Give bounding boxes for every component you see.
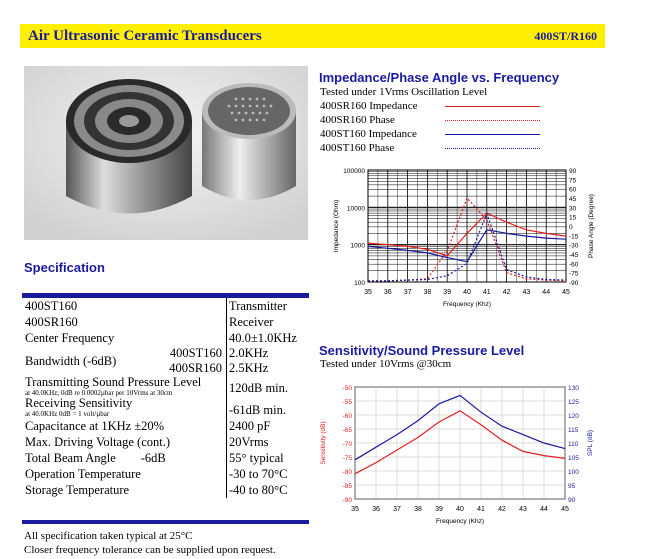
bandwidth-model-st: 400ST160 — [169, 346, 222, 360]
y2-tick-label: 45 — [569, 196, 577, 203]
table-row — [22, 397, 309, 418]
spec-label-text: Receiving Sensitivity — [25, 396, 133, 410]
y-tick-label: -85 — [342, 483, 352, 490]
legend-swatch — [445, 148, 540, 149]
spec-value: 2400 pF — [229, 419, 271, 433]
y-tick-label: -90 — [342, 497, 352, 504]
x-tick-label: 41 — [482, 289, 491, 296]
legend-swatch — [445, 134, 540, 135]
spec-value: -30 to 70°C — [229, 467, 288, 481]
y2-tick-label: 105 — [568, 455, 579, 462]
spec-footnote: at 40.0KHz; 0dB re 0.0002µbar per 10Vrms at 30cm — [25, 389, 173, 397]
spec-value: Receiver — [229, 315, 274, 329]
spec-label-text: Transmitting Sound Pressure Level — [25, 375, 202, 389]
transducer-photo — [24, 66, 308, 240]
table-row — [22, 450, 309, 466]
y2-tick-label: 120 — [568, 413, 579, 420]
spec-value — [227, 346, 268, 376]
spec-label — [22, 397, 227, 418]
table-row — [22, 376, 309, 397]
legend-item — [320, 127, 550, 141]
x-axis-label: Frequency (Khz) — [435, 518, 485, 525]
y-tick-label: 100000 — [343, 168, 365, 175]
y-tick-label: -60 — [342, 413, 352, 420]
x-tick-label: 44 — [540, 506, 548, 513]
spec-value: 20Vrms — [229, 435, 269, 449]
legend-label: 400SR160 Impedance — [320, 100, 418, 112]
spec-label: Operation Temperature — [22, 466, 227, 482]
spec-label: 400SR160 — [22, 314, 227, 330]
y2-tick-label: 30 — [569, 205, 577, 213]
bandwidth-model-sr: 400SR160 — [169, 361, 222, 375]
y2-tick-label: -30 — [569, 242, 579, 250]
sensitivity-chart-subtitle: Tested under 10Vrms @30cm — [320, 358, 452, 370]
legend-swatch — [445, 120, 540, 121]
impedance-chart-subtitle: Tested under 1Vrms Oscillation Level — [320, 86, 488, 98]
document-title: Air Ultrasonic Ceramic Transducers — [28, 27, 262, 44]
y-tick-label: -65 — [342, 427, 352, 434]
sensitivity-spl-chart — [320, 378, 610, 534]
spec-heading: Specification — [24, 260, 105, 275]
impedance-legend — [320, 99, 550, 155]
table-row — [22, 434, 309, 450]
legend-item — [320, 141, 550, 155]
model-number: 400ST/R160 — [534, 28, 597, 43]
y-tick-label: -70 — [342, 441, 352, 448]
y-tick-label: 10000 — [346, 205, 365, 213]
y-tick-label: -50 — [342, 385, 352, 392]
title-bar — [20, 24, 605, 48]
x-axis-label: Frequency (Khz) — [442, 301, 492, 308]
y-tick-label: -75 — [342, 455, 352, 462]
y2-tick-label: 115 — [568, 427, 579, 434]
y2-tick-label: -45 — [569, 252, 579, 259]
y2-tick-label: -60 — [569, 261, 579, 269]
y2-axis-label: SPL (dB) — [587, 429, 594, 457]
spec-table — [22, 293, 309, 498]
legend-item — [320, 99, 550, 113]
y2-tick-label: 90 — [568, 497, 576, 504]
spec-table-bottom-rule — [22, 520, 309, 524]
sensitivity-chart-title: Sensitivity/Sound Pressure Level — [319, 343, 525, 358]
y-tick-label: -80 — [342, 469, 352, 476]
y2-tick-label: 15 — [569, 214, 577, 222]
y2-tick-label: 90 — [569, 168, 577, 175]
x-tick-label: 36 — [383, 289, 392, 296]
legend-swatch — [445, 106, 540, 107]
table-row — [22, 466, 309, 482]
table-row — [22, 482, 309, 498]
y2-tick-label: -15 — [569, 233, 579, 241]
x-tick-label: 39 — [435, 506, 443, 513]
table-row — [22, 298, 309, 314]
y-axis-label: Sensitivity (dB) — [320, 421, 327, 465]
bandwidth-st-value: 2.0KHz — [229, 346, 269, 360]
spec-footnote: at 40.0KHz 0dB = 1 volt/µbar — [25, 410, 110, 418]
x-tick-label: 42 — [502, 289, 511, 296]
x-tick-label: 35 — [351, 506, 359, 513]
legend-label: 400ST160 Impedance — [320, 128, 417, 140]
legend-label: 400ST160 Phase — [320, 142, 395, 154]
x-tick-label: 43 — [519, 506, 527, 513]
bandwidth-sr-value: 2.5KHz — [229, 361, 269, 375]
spec-value: 40.0±1.0KHz — [229, 331, 297, 345]
table-row — [22, 418, 309, 434]
y2-tick-label: 130 — [568, 385, 579, 392]
y-tick-label: 100 — [354, 280, 365, 287]
spec-value: 55° typical — [229, 451, 284, 465]
x-tick-label: 42 — [498, 506, 506, 513]
y-tick-label: 1000 — [350, 242, 365, 250]
x-tick-label: 39 — [443, 289, 452, 296]
x-tick-label: 45 — [562, 289, 570, 296]
x-tick-label: 40 — [456, 506, 464, 513]
x-tick-label: 37 — [403, 289, 412, 296]
spec-label — [22, 346, 227, 376]
y2-tick-label: 100 — [568, 469, 579, 476]
y2-tick-label: 0 — [569, 224, 573, 231]
legend-item — [320, 113, 550, 127]
x-tick-label: 36 — [372, 506, 380, 513]
y2-tick-label: 125 — [568, 399, 579, 406]
x-tick-label: 38 — [423, 289, 432, 296]
x-tick-label: 37 — [393, 506, 401, 513]
x-tick-label: 44 — [542, 289, 551, 296]
y2-tick-label: -75 — [569, 270, 579, 278]
note-line: Closer frequency tolerance can be supplied upon request. — [24, 544, 276, 556]
spec-value: -40 to 80°C — [229, 483, 288, 497]
spec-label: Storage Temperature — [22, 482, 227, 498]
y2-tick-label: 110 — [568, 441, 579, 448]
x-tick-label: 41 — [477, 506, 485, 513]
y-axis-label: Impedance (Ohm) — [333, 199, 340, 253]
spec-label — [22, 376, 227, 397]
y2-tick-label: 95 — [568, 483, 576, 490]
y2-axis-label: Phase Angle (Degree) — [588, 194, 595, 258]
spec-label: Capacitance at 1KHz ±20% — [22, 418, 227, 434]
x-tick-label: 35 — [364, 289, 372, 296]
x-tick-label: 45 — [561, 506, 569, 513]
y2-tick-label: 75 — [569, 177, 577, 185]
note-line: All specification taken typical at 25°C — [24, 530, 193, 542]
table-row — [22, 330, 309, 346]
y2-tick-label: -90 — [569, 280, 579, 287]
spec-value: -61dB min. — [229, 403, 286, 417]
legend-label: 400SR160 Phase — [320, 114, 395, 126]
table-row — [22, 346, 309, 376]
spec-value: Transmitter — [229, 299, 287, 313]
impedance-phase-chart — [320, 160, 610, 320]
bandwidth-label: Bandwidth (-6dB) — [25, 354, 117, 368]
spec-label: Center Frequency — [22, 330, 227, 346]
x-tick-label: 43 — [522, 289, 531, 296]
y-tick-label: -55 — [342, 399, 352, 406]
x-tick-label: 38 — [414, 506, 422, 513]
spec-label: 400ST160 — [22, 298, 227, 314]
spec-label: Total Beam Angle -6dB — [22, 450, 227, 466]
x-tick-label: 40 — [463, 289, 471, 296]
spec-label: Max. Driving Voltage (cont.) — [22, 434, 227, 450]
impedance-chart-title: Impedance/Phase Angle vs. Frequency — [319, 70, 560, 85]
table-row — [22, 314, 309, 330]
spec-notes — [24, 529, 276, 557]
y2-tick-label: 60 — [569, 186, 577, 194]
spec-value: 120dB min. — [229, 381, 289, 395]
